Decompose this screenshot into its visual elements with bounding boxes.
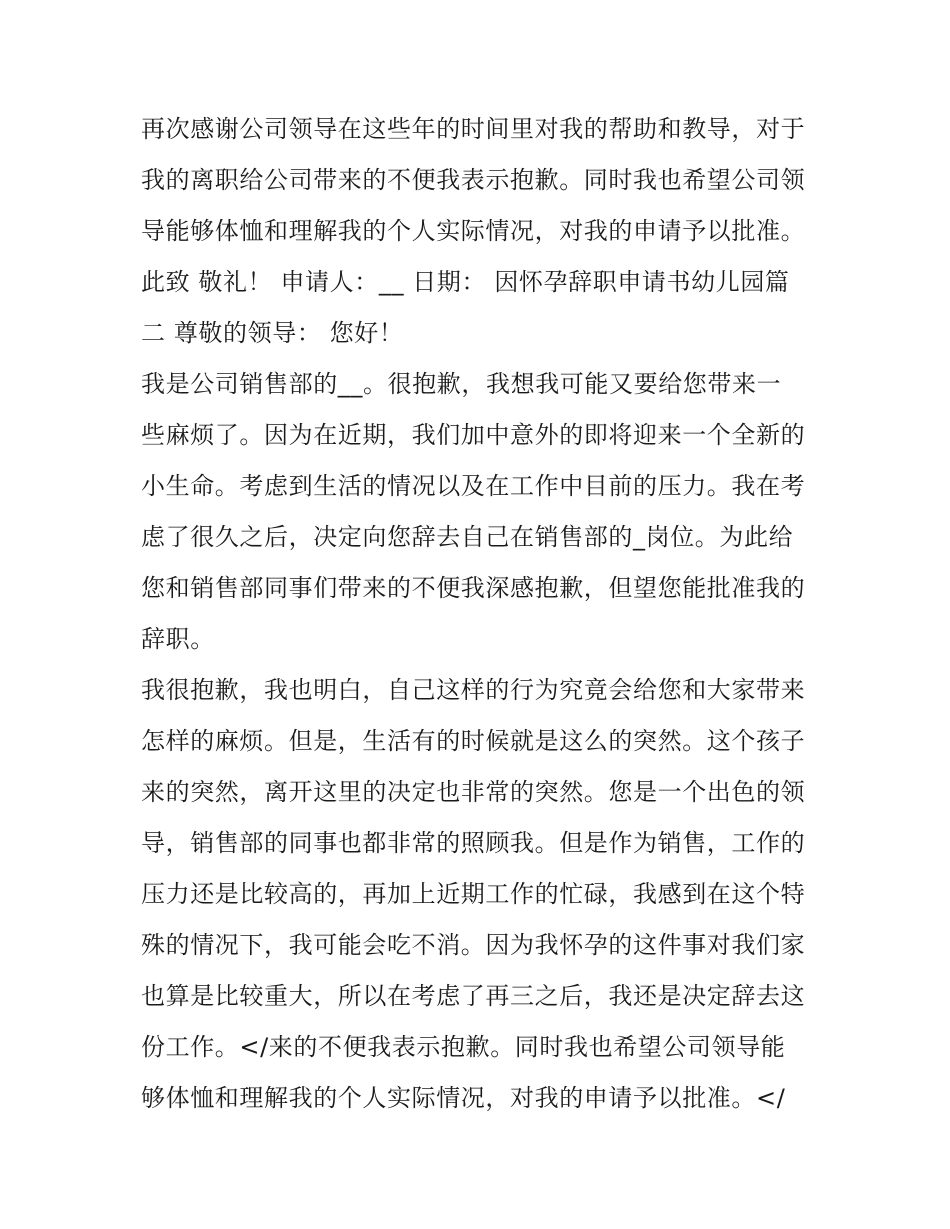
text-line: 我的离职给公司带来的不便我表示抱歉。同时我也希望公司领: [141, 166, 806, 194]
text-line: 再次感谢公司领导在这些年的时间里对我的帮助和教导，对于: [141, 115, 806, 143]
text-line: 虑了很久之后，决定向您辞去自己在销售部的_岗位。为此给: [141, 523, 794, 551]
text-line: 二 尊敬的领导： 您好！: [141, 319, 404, 347]
text-line: 怎样的麻烦。但是，生活有的时候就是这么的突然。这个孩子: [141, 727, 806, 755]
text-line: 您和销售部同事们带来的不便我深感抱歉，但望您能批准我的: [141, 574, 806, 602]
text-line: 此致 敬礼！ 申请人：__ 日期： 因怀孕辞职申请书幼儿园篇: [141, 268, 790, 296]
text-line: 份工作。</来的不便我表示抱歉。同时我也希望公司领导能: [141, 1033, 786, 1061]
text-line: 压力还是比较高的，再加上近期工作的忙碌，我感到在这个特: [141, 880, 806, 908]
text-line: 我是公司销售部的__。很抱歉，我想我可能又要给您带来一: [141, 370, 782, 398]
text-line: 我很抱歉，我也明白，自己这样的行为究竟会给您和大家带来: [141, 676, 806, 704]
text-line: 小生命。考虑到生活的情况以及在工作中目前的压力。我在考: [141, 472, 806, 500]
text-line: 辞职。: [141, 625, 215, 653]
text-line: 来的突然，离开这里的决定也非常的突然。您是一个出色的领: [141, 778, 806, 806]
text-line: 殊的情况下，我可能会吃不消。因为我怀孕的这件事对我们家: [141, 931, 806, 959]
text-line: 够体恤和理解我的个人实际情况，对我的申请予以批准。</: [141, 1084, 786, 1112]
text-line: 导，销售部的同事也都非常的照顾我。但是作为销售，工作的: [141, 829, 806, 857]
text-line: 也算是比较重大，所以在考虑了再三之后，我还是决定辞去这: [141, 982, 806, 1010]
text-line: 些麻烦了。因为在近期，我们加中意外的即将迎来一个全新的: [141, 421, 806, 449]
text-line: 导能够体恤和理解我的个人实际情况，对我的申请予以批准。: [141, 217, 806, 245]
